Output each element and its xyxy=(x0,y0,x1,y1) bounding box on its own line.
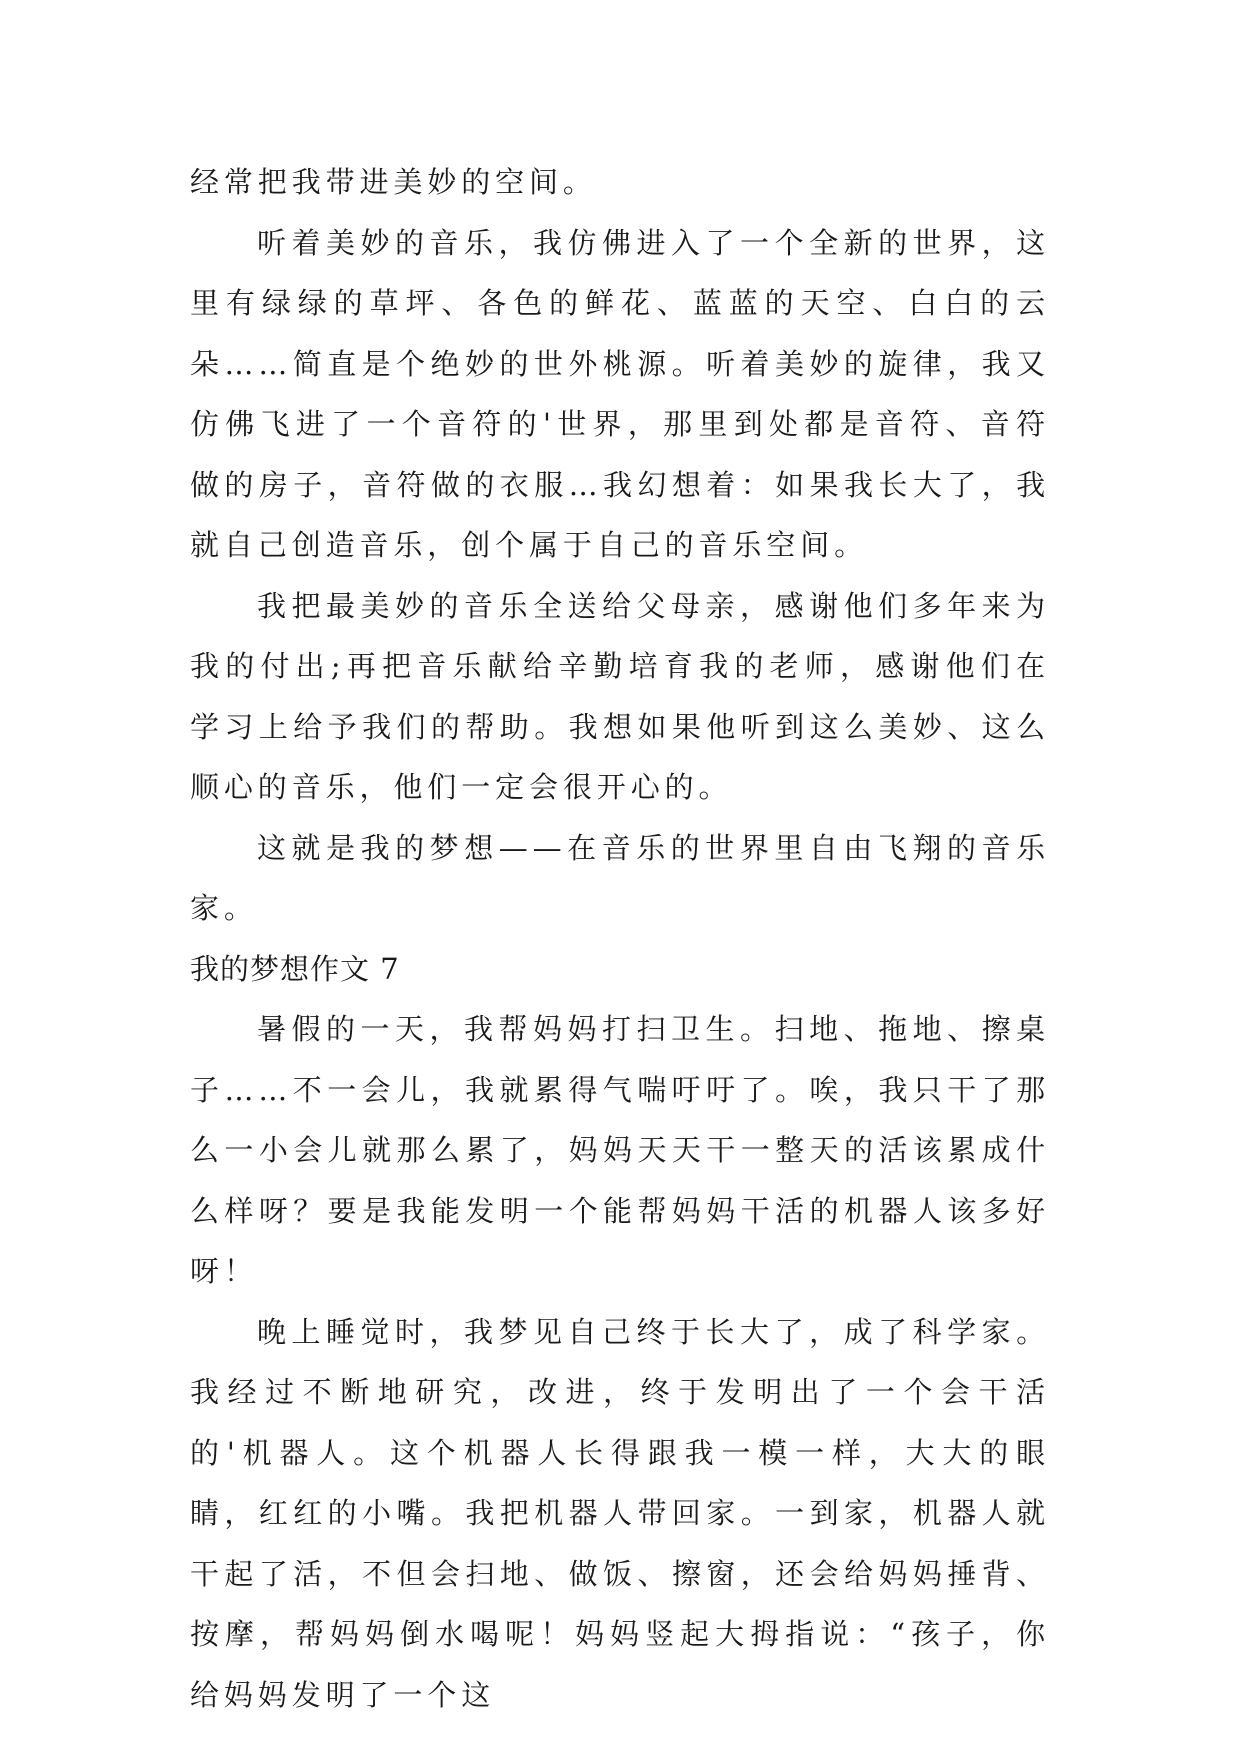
paragraph-robot-dream: 晚上睡觉时，我梦见自己终于长大了，成了科学家。我经过不断地研究，改进，终于发明出了一个会干活的'机器人。这个机器人长得跟我一模一样，大大的眼睛，红红的小嘴。我把机器人带回家。一到家，机器人就干起了活，不但会扫地、做饭、擦窗，还会给妈妈捶背、按摩，帮妈妈倒水喝呢！妈妈竖起大拇指说：“孩子，你给妈妈发明了一个这 xyxy=(190,1314,1050,1712)
document-body xyxy=(190,152,1050,1725)
paragraph-gratitude: 我把最美妙的音乐全送给父母亲，感谢他们多年来为我的付出;再把音乐献给辛勤培育我的老师，感谢他们在学习上给予我们的帮助。我想如果他听到这么美妙、这么顺心的音乐，他们一定会很开心的。 xyxy=(190,588,1050,804)
essay-heading: 我的梦想作文 7 xyxy=(190,951,400,986)
paragraph-music-world: 听着美妙的音乐，我仿佛进入了一个全新的世界，这里有绿绿的草坪、各色的鲜花、蓝蓝的天空、白白的云朵……简直是个绝妙的世外桃源。听着美妙的旋律，我又仿佛飞进了一个音符的'世界，那里到处都是音符、音符做的房子，音符做的衣服…我幻想着：如果我长大了，我就自己创造音乐，创个属于自己的音乐空间。 xyxy=(190,225,1050,562)
paragraph-summer-chores: 暑假的一天，我帮妈妈打扫卫生。扫地、拖地、擦桌子……不一会儿，我就累得气喘吁吁了。唉，我只干了那么一小会儿就那么累了，妈妈天天干一整天的活该累成什么样呀？要是我能发明一个能帮妈妈干活的机器人该多好呀！ xyxy=(190,1012,1050,1288)
paragraph-continuation: 经常把我带进美妙的空间。 xyxy=(190,165,597,199)
paragraph-dream-conclusion: 这就是我的梦想——在音乐的世界里自由飞翔的音乐家。 xyxy=(190,830,1050,925)
